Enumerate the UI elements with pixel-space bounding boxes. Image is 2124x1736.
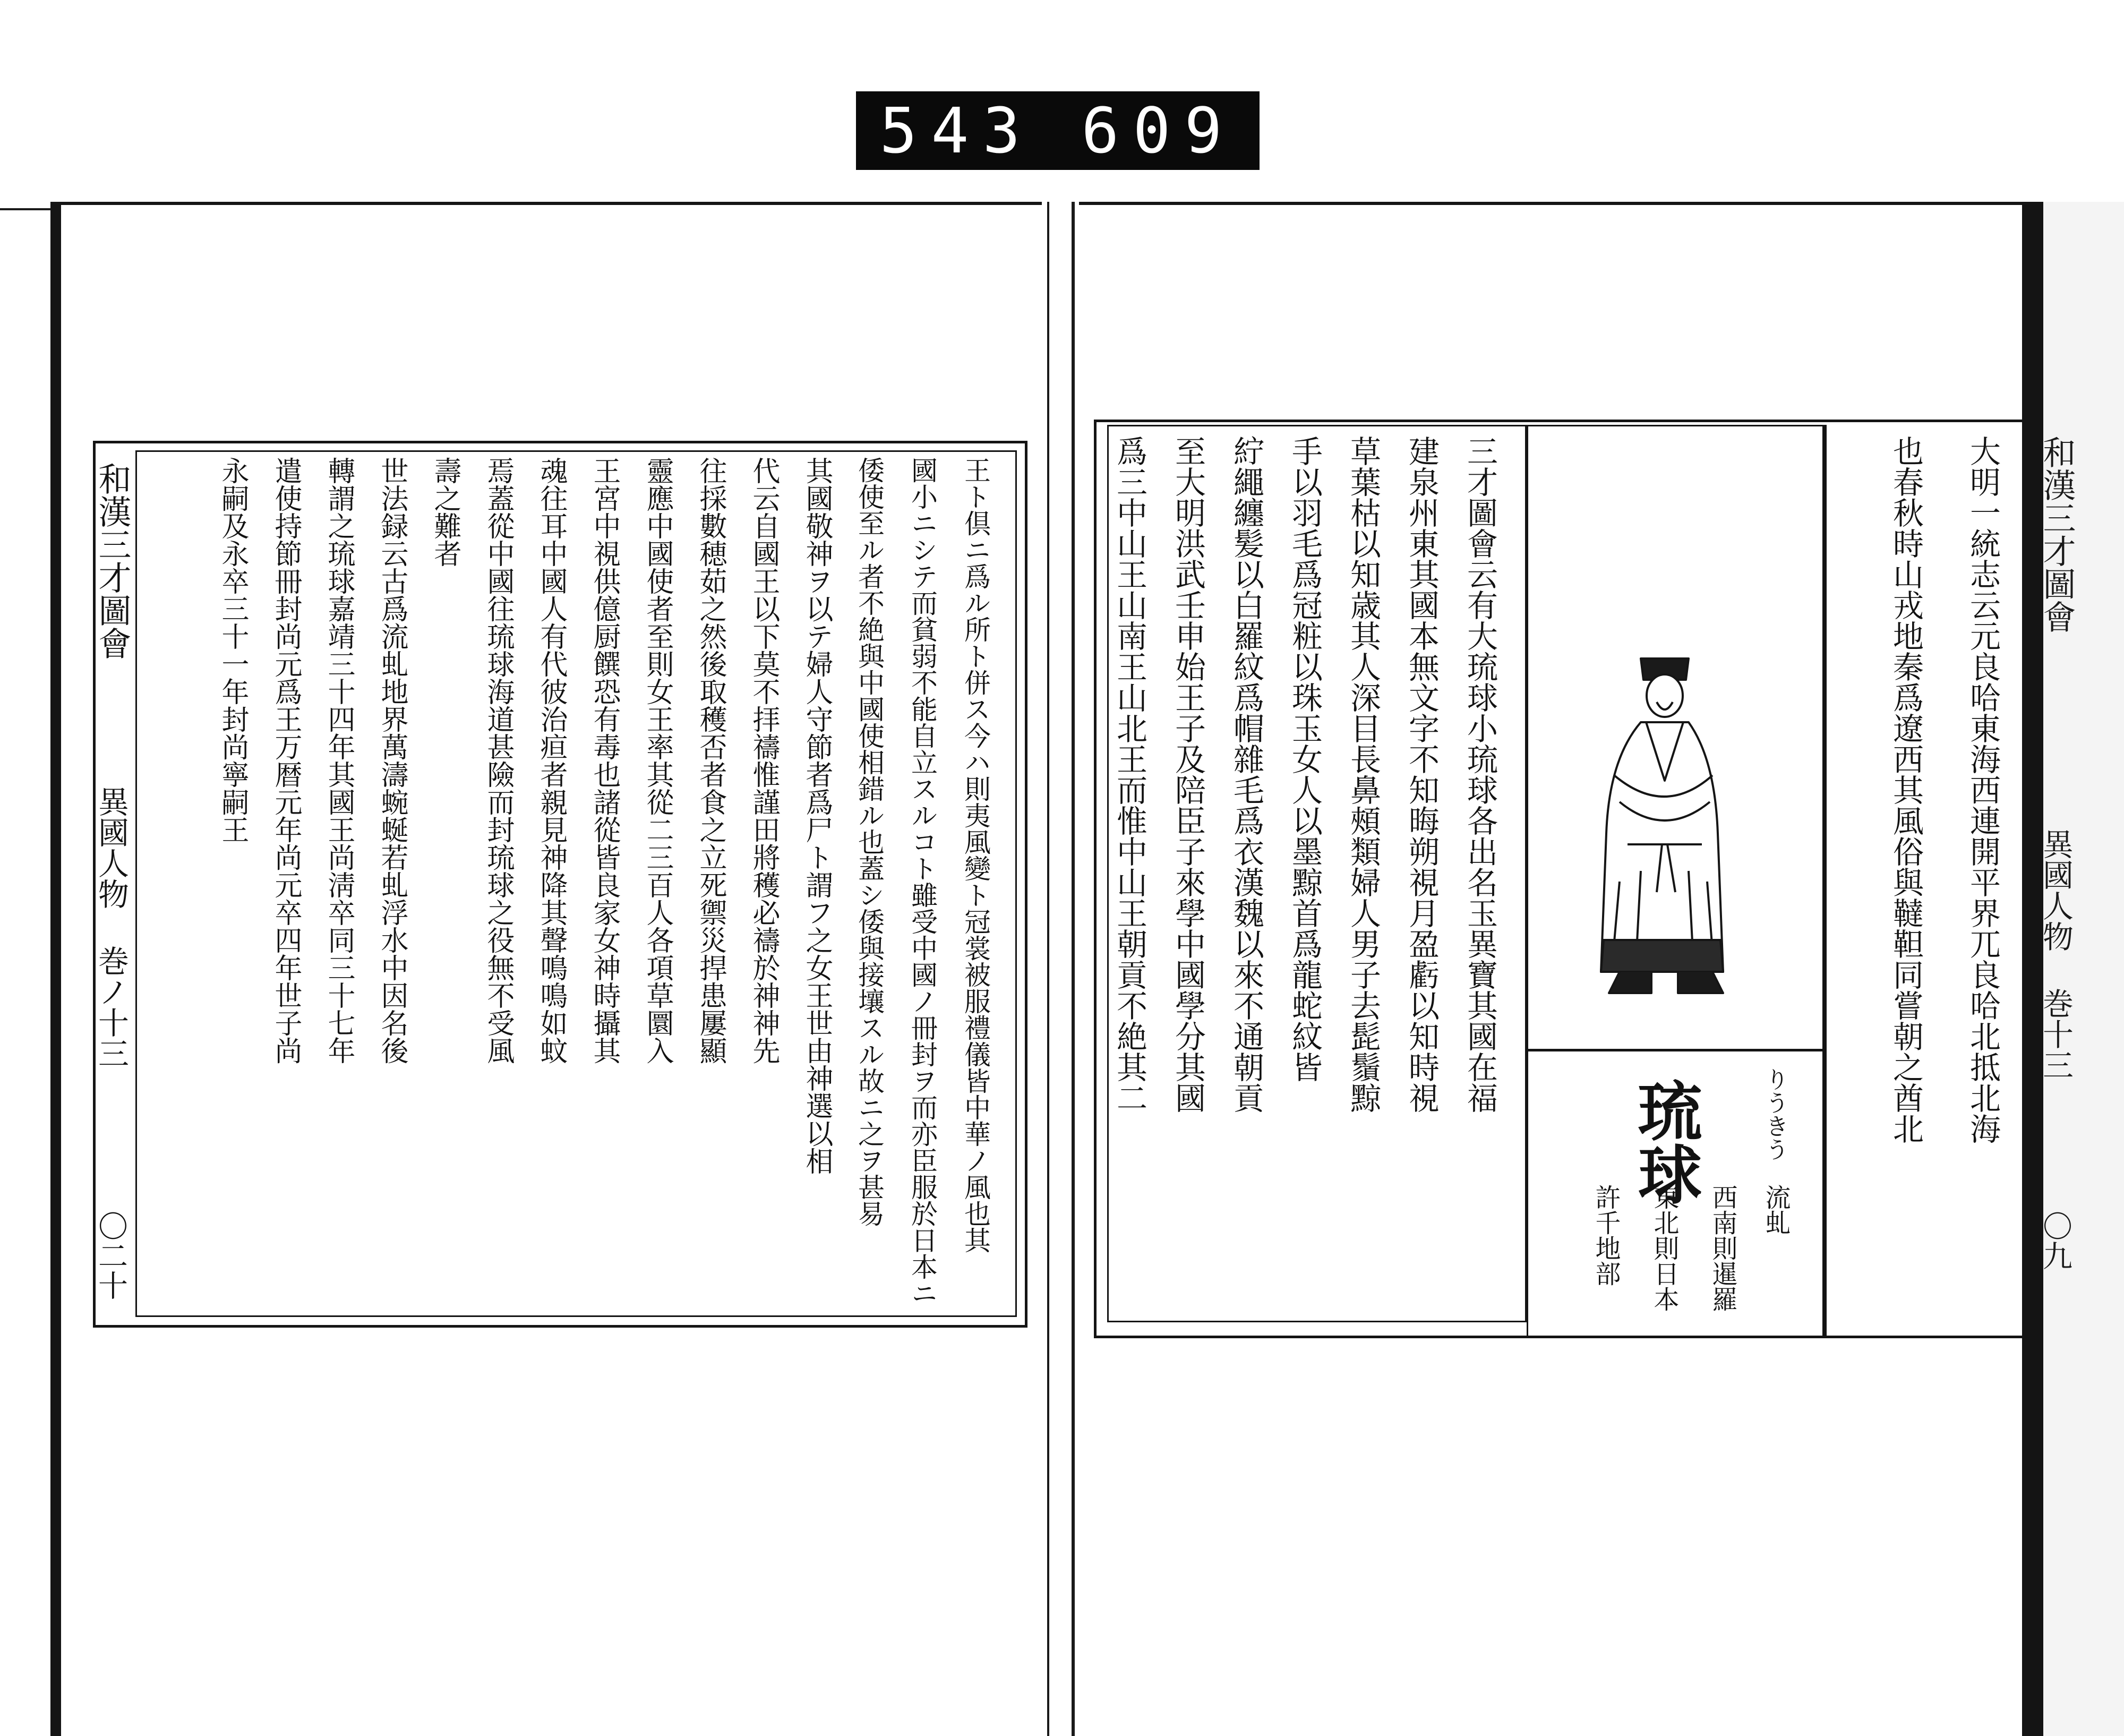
location-note-1: 流虬 — [1761, 1184, 1791, 1235]
left-inner-frame — [135, 450, 1017, 1317]
left-column-12: 世法録云古爲流虬地界萬濤蜿蜒若虬浮水中因名後 — [376, 457, 408, 1064]
left-column-2: 國小ニシテ而貧弱不能自立スルコト雖受中國ノ冊封ヲ而亦臣服於日本ニ — [907, 457, 938, 1306]
left-column-5: 代云自國王以下莫不拝禱惟謹田將穫必禱於神神先 — [748, 457, 780, 1064]
ryukyu-figure-illustration — [1577, 643, 1752, 1014]
heading-reading: りうきう — [1761, 1067, 1788, 1161]
page-heading-ryukyu: 琉球 — [1628, 1078, 1702, 1205]
right-column-4: 手以羽毛爲冠粧以珠玉女人以墨黥首爲龍蛇紋皆 — [1287, 435, 1323, 1082]
left-column-10: 焉蓋從中國往琉球海道甚險而封琉球之役無不受風 — [482, 457, 514, 1064]
left-column-4: 其國敬神ヲ以テ婦人守節者爲尸ト謂フ之女王世由神選以相 — [801, 457, 833, 1175]
archive-number-left: 543 — [879, 94, 1034, 167]
left-column-7: 靈應中國使者至則女王率其從二三百人各項草圜入 — [641, 457, 673, 1064]
location-note-3: 東北則日本 — [1649, 1184, 1679, 1312]
scan-hairline — [0, 208, 53, 210]
left-column-15: 永嗣及永卒三十一年封尚寧嗣王 — [217, 457, 249, 843]
location-note-2: 西南則暹羅 — [1708, 1184, 1737, 1312]
left-column-14: 遣使持節冊封尚元爲王万暦元年尚元卒四年世子尚 — [270, 457, 302, 1064]
left-column-3: 倭使至ル者不絶與中國使相錯ル也蓋シ倭與接壤スル故ニ之ヲ甚易 — [854, 457, 885, 1227]
intro-column-1: 大明一統志云元良哈東海西連開平界兀良哈北抵北海 — [1965, 435, 2001, 1144]
right-margin-title: 和漢三才圖會 — [2037, 435, 2076, 633]
left-column-9: 魂往耳中國人有代彼治疸者親見神降其聲鳴鳴如蚊 — [535, 457, 567, 1064]
left-column-8: 王宮中視供億厨饌恐有毒也諸從皆良家女神時攝其 — [588, 457, 620, 1064]
right-column-6: 至大明洪武壬申始王子及陪臣子來學中國學分其國 — [1170, 435, 1206, 1113]
right-margin-chapter: 異國人物 巻十三 — [2037, 828, 2074, 1080]
right-column-5: 紵繩纏髪以白羅紋爲帽雜毛爲衣漢魏以來不通朝貢 — [1228, 435, 1264, 1113]
left-column-11: 壽之難者 — [429, 457, 461, 567]
book-gutter — [1042, 202, 1079, 1736]
right-column-1: 三才圖會云有大琉球小琉球各出名玉異寶其國在福 — [1462, 435, 1498, 1113]
left-column-13: 轉謂之琉球嘉靖三十四年其國王尚淸卒同三十七年 — [323, 457, 355, 1064]
left-column-1: 王ト倶ニ爲ル所ト併ス今ハ則夷風變ト冠裳被服禮儀皆中華ノ風也其 — [960, 457, 991, 1253]
intro-column-2: 也春秋時山戎地秦爲遼西其風俗與韃靼同嘗朝之酋北 — [1888, 435, 1924, 1144]
left-column-6: 往採數穂茹之然後取穫否者食之立死禦災捍患屢顯 — [695, 457, 726, 1064]
right-column-3: 草葉枯以知歳其人深目長鼻頰類婦人男子去髭鬚黥 — [1345, 435, 1381, 1113]
right-column-7: 爲三中山王山南王山北王而惟中山王朝貢不絶其二 — [1111, 435, 1147, 1113]
left-margin-folio: 〇二十 — [93, 1211, 128, 1300]
right-column-2: 建泉州東其國本無文字不知晦朔視月盈虧以知時視 — [1403, 435, 1440, 1113]
intro-separator — [1824, 425, 1827, 1338]
location-note-4: 許千地部 — [1591, 1184, 1621, 1286]
archive-number-right: 609 — [1081, 94, 1236, 167]
archive-label — [856, 91, 1260, 170]
left-margin-title: 和漢三才圖會 — [93, 462, 132, 660]
left-margin-chapter: 異國人物 巻ノ十三 — [93, 786, 129, 1068]
right-margin-folio: 〇九 — [2038, 1211, 2072, 1270]
